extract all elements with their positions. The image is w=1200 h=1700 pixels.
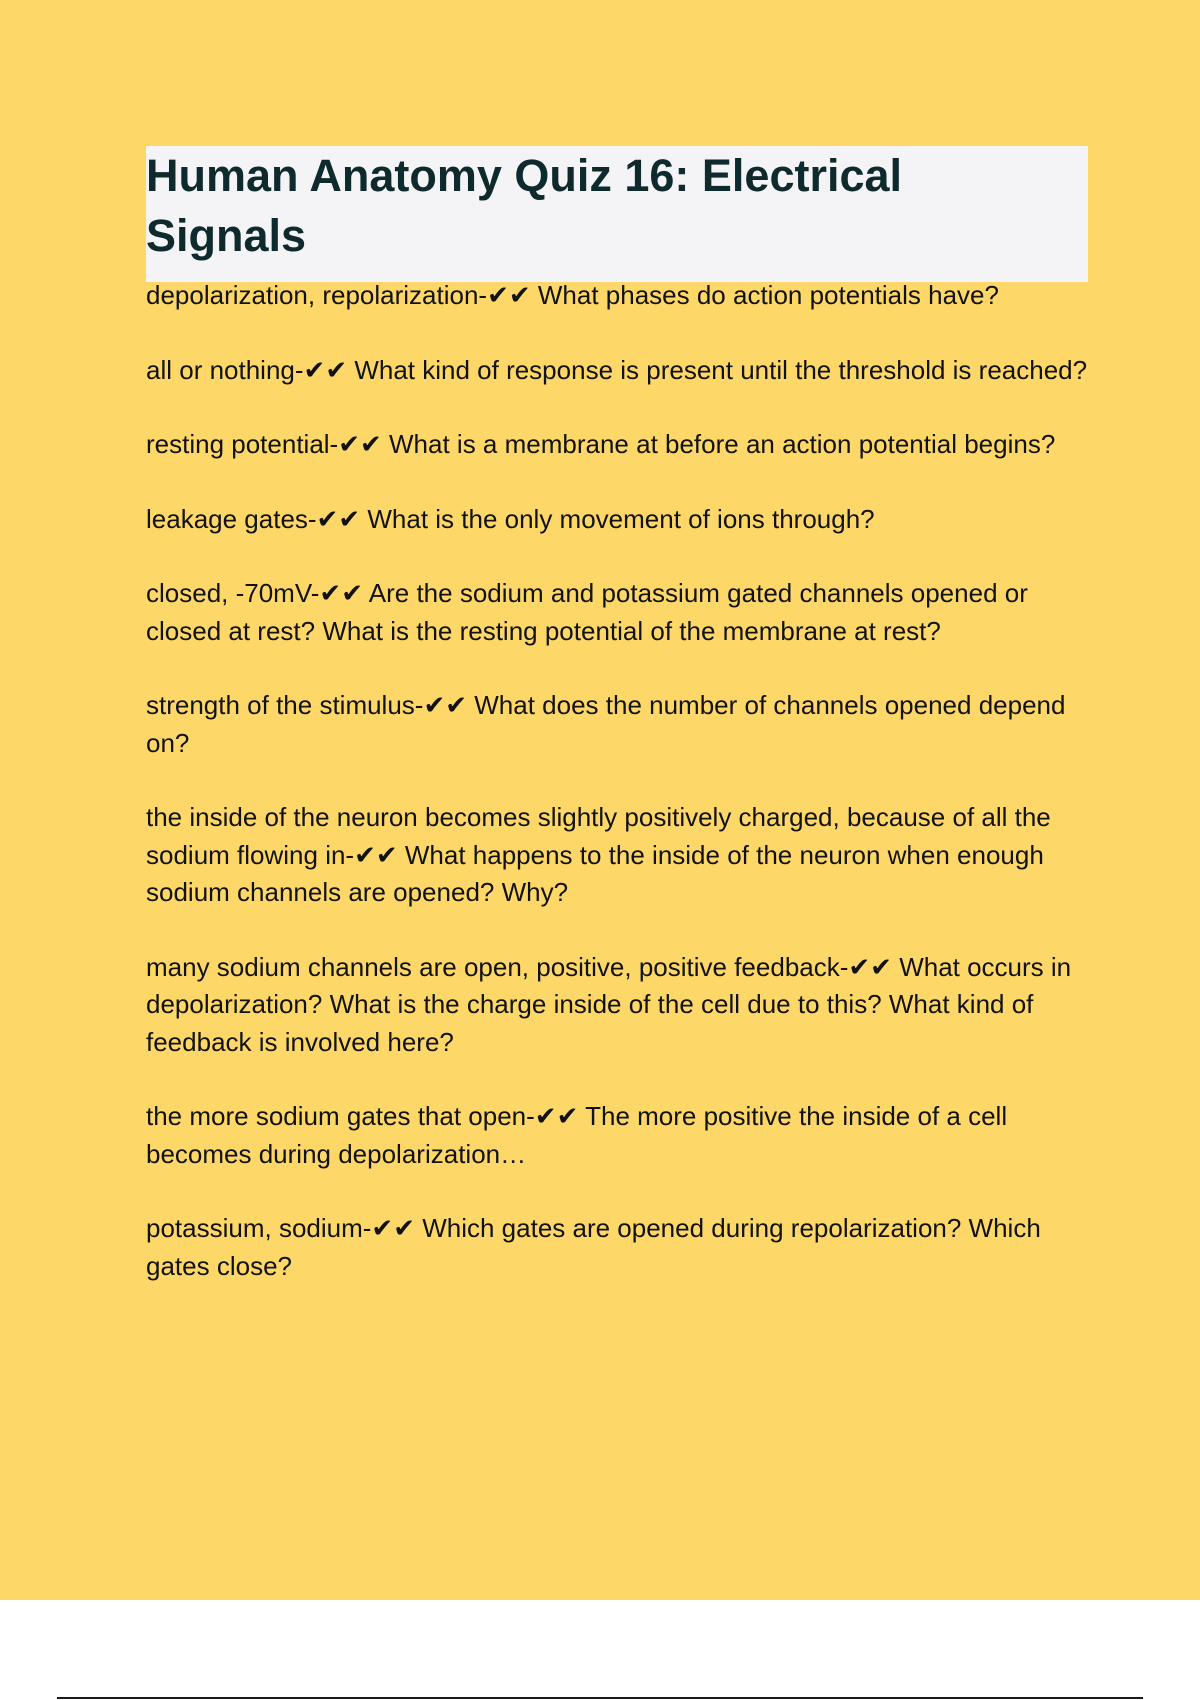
list-item: many sodium channels are open, positive, positive feedback-✔✔ What occurs in depolarization? What is the charge inside of the cell due to this? What kind of feedback is involved here? [146, 951, 1072, 1057]
list-item: resting potential-✔✔ What is a membrane at before an action potential begins? [146, 429, 1056, 459]
list-item: leakage gates-✔✔ What is the only movement of ions through? [146, 503, 875, 534]
title-banner [146, 146, 1088, 282]
list-item: potassium, sodium-✔✔ Which gates are opened during repolarization? Which gates close? [146, 1213, 1041, 1281]
list-item: closed, -70mV-✔✔ Are the sodium and potassium gated channels opened or closed at rest? What is the resting potential of the membrane at rest? [146, 578, 1028, 646]
footer-divider [57, 1697, 1143, 1699]
page-title: Human Anatomy Quiz 16: Electrical Signals [146, 150, 903, 261]
list-item: the more sodium gates that open-✔✔ The more positive the inside of a cell becomes during depolarization… [146, 1101, 1008, 1169]
list-item: depolarization, repolarization-✔✔ What phases do action potentials have? [146, 280, 999, 310]
qa-list [146, 277, 1091, 1322]
list-item: strength of the stimulus-✔✔ What does the number of channels opened depend on? [146, 690, 1066, 758]
list-item: the inside of the neuron becomes slightly positively charged, because of all the sodium flowing in-✔✔ What happens to the inside of the neuron when enough sodium channels are opened? Why? [146, 802, 1051, 907]
list-item: all or nothing-✔✔ What kind of response is present until the threshold is reached? [146, 354, 1088, 385]
